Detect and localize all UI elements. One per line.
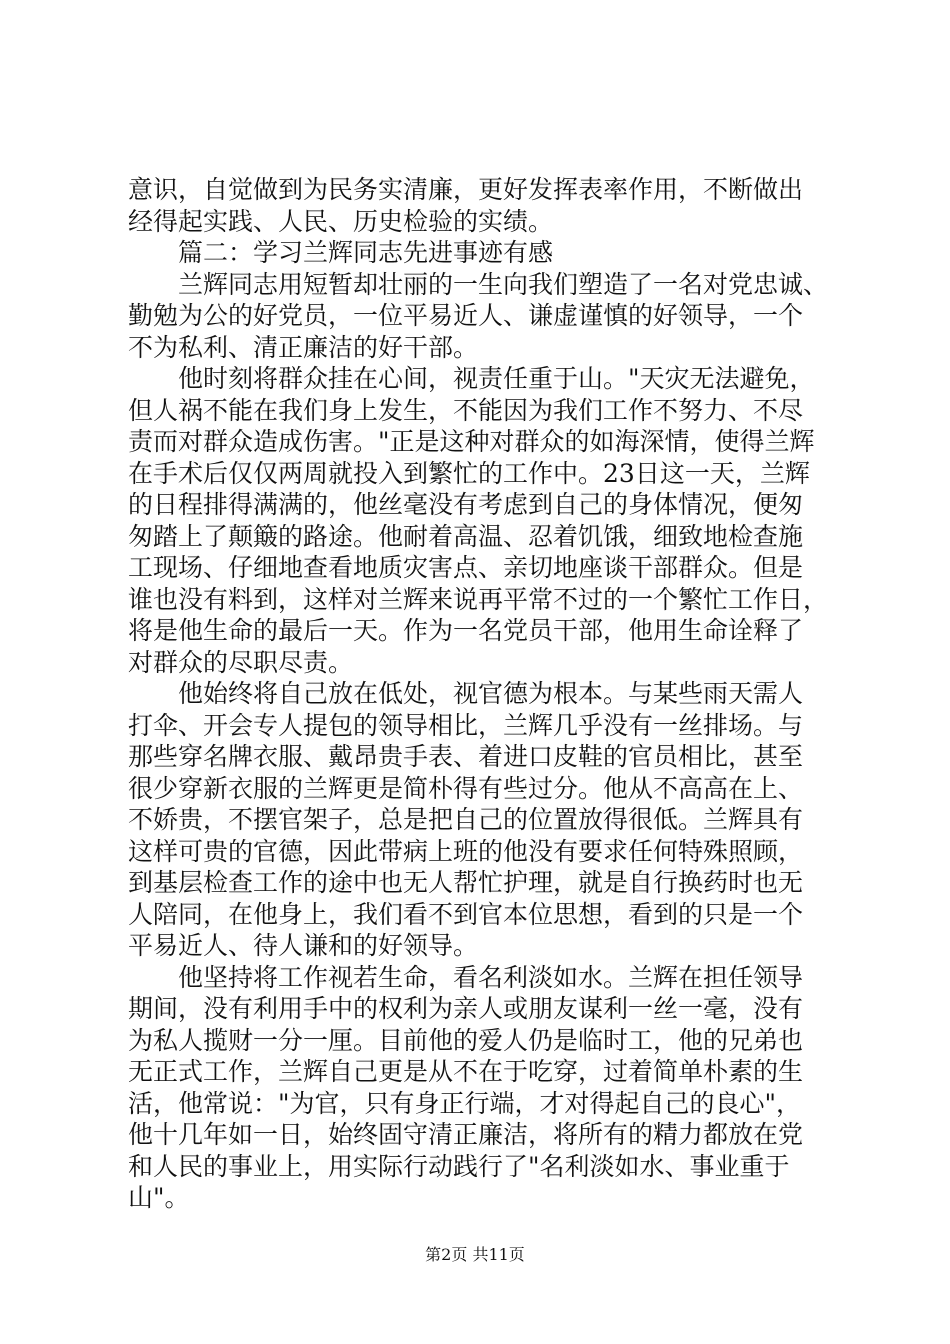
text-line: 活，他常说："为官，只有身正行端，才对得起自己的良心"， bbox=[128, 1088, 802, 1118]
text-line: 这样可贵的官德，因此带病上班的他没有要求任何特殊照顾， bbox=[128, 836, 804, 866]
text-line: 他始终将自己放在低处，视官德为根本。与某些雨天需人 bbox=[128, 679, 804, 708]
text-line: 在手术后仅仅两周就投入到繁忙的工作中。23日这一天，兰辉 bbox=[128, 458, 810, 488]
text-line: 但人祸不能在我们身上发生，不能因为我们工作不努力、不尽 bbox=[128, 395, 804, 425]
text-line: 谁也没有料到，这样对兰辉来说再平常不过的一个繁忙工作日， bbox=[128, 584, 829, 614]
text-line: 人陪同，在他身上，我们看不到官本位思想，看到的只是一个 bbox=[128, 899, 804, 929]
text-line: 期间，没有利用手中的权利为亲人或朋友谋利一丝一毫，没有 bbox=[128, 994, 804, 1023]
text-line: 兰辉同志用短暂却壮丽的一生向我们塑造了一名对党忠诚、 bbox=[128, 269, 829, 299]
text-line: 篇二：学习兰辉同志先进事迹有感 bbox=[128, 238, 554, 267]
page-footer: 第2页 共11页 bbox=[425, 1245, 525, 1264]
text-line: 勤勉为公的好党员，一位平易近人、谦虚谨慎的好领导，一个 bbox=[128, 301, 804, 330]
text-line: 将是他生命的最后一天。作为一名党员干部，他用生命诠释了 bbox=[128, 616, 804, 645]
text-line: 他坚持将工作视若生命，看名利淡如水。兰辉在担任领导 bbox=[128, 962, 804, 992]
text-line: 他时刻将群众挂在心间，视责任重于山。"天灾无法避免， bbox=[128, 364, 815, 393]
text-line: 为私人揽财一分一厘。目前他的爱人仍是临时工，他的兄弟也 bbox=[128, 1025, 804, 1055]
text-line: 匆踏上了颠簸的路途。他耐着高温、忍着饥饿，细致地检查施 bbox=[128, 521, 804, 551]
text-line: 对群众的尽职尽责。 bbox=[128, 647, 354, 677]
text-line: 平易近人、待人谦和的好领导。 bbox=[128, 931, 479, 960]
document-body bbox=[128, 174, 838, 1214]
text-line: 工现场、仔细地查看地质灾害点、亲切地座谈干部群众。但是 bbox=[128, 553, 804, 582]
text-line: 无正式工作，兰辉自己更是从不在于吃穿，过着简单朴素的生 bbox=[128, 1057, 804, 1086]
text-line: 责而对群众造成伤害。"正是这种对群众的如海深情，使得兰辉 bbox=[128, 427, 815, 456]
text-line: 意识，自觉做到为民务实清廉，更好发挥表率作用，不断做出 bbox=[128, 175, 804, 204]
text-line: 打伞、开会专人提包的领导相比，兰辉几乎没有一丝排场。与 bbox=[128, 710, 804, 740]
text-line: 不为私利、清正廉洁的好干部。 bbox=[128, 332, 479, 362]
text-line: 他十几年如一日，始终固守清正廉洁，将所有的精力都放在党 bbox=[128, 1120, 804, 1149]
text-line: 到基层检查工作的途中也无人帮忙护理，就是自行换药时也无 bbox=[128, 868, 804, 897]
text-line: 和人民的事业上，用实际行动践行了"名利淡如水、事业重于 bbox=[128, 1151, 790, 1181]
text-line: 不娇贵，不摆官架子，总是把自己的位置放得很低。兰辉具有 bbox=[128, 805, 804, 834]
text-line: 山"。 bbox=[128, 1183, 190, 1212]
text-line: 很少穿新衣服的兰辉更是简朴得有些过分。他从不高高在上、 bbox=[128, 773, 804, 803]
text-line: 的日程排得满满的，他丝毫没有考虑到自己的身体情况，便匆 bbox=[128, 490, 804, 519]
text-line: 那些穿名牌衣服、戴昂贵手表、着进口皮鞋的官员相比，甚至 bbox=[128, 742, 804, 771]
text-line: 经得起实践、人民、历史检验的实绩。 bbox=[128, 206, 554, 236]
